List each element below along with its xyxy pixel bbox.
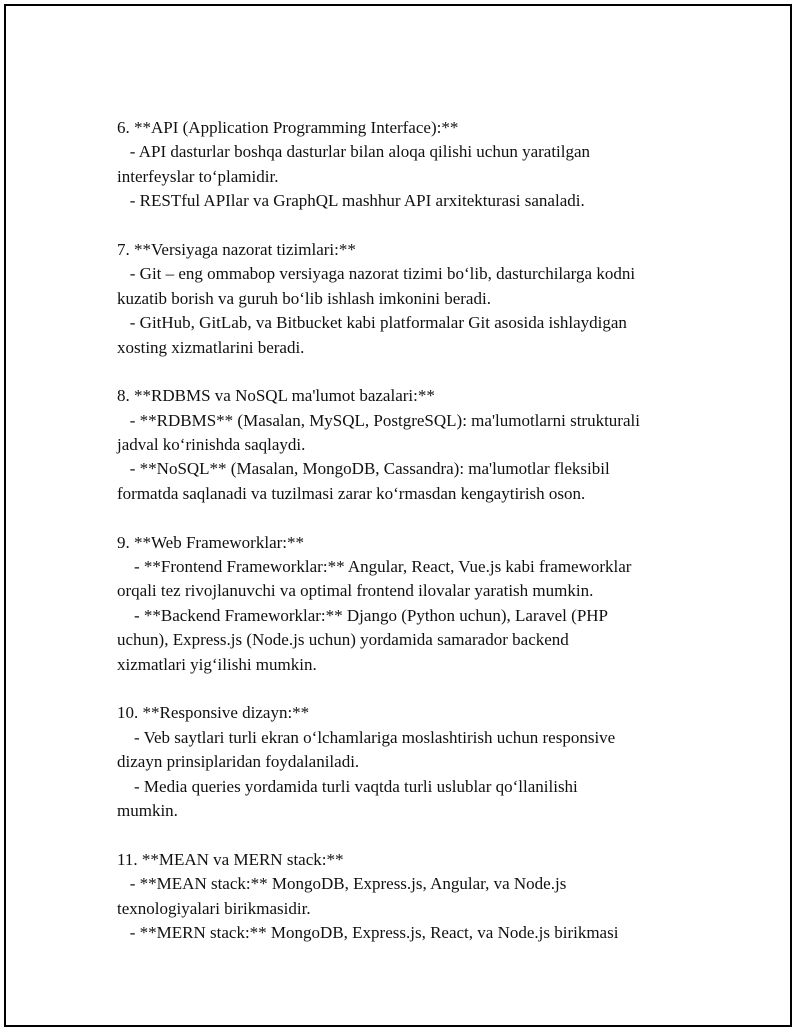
section-api (117, 116, 697, 214)
text-line: - **MEAN stack:** MongoDB, Express.js, Angular, va Node.js (117, 874, 567, 894)
text-line: jadval ko‘rinishda saqlaydi. (117, 435, 306, 455)
text-line: mumkin. (117, 800, 178, 820)
text-line: - API dasturlar boshqa dasturlar bilan aloqa qilishi uchun yaratilgan (117, 142, 591, 162)
section-responsive-design (117, 701, 697, 823)
text-line: formatda saqlanadi va tuzilmasi zarar ko‘rmasdan kengaytirish oson. (117, 483, 586, 503)
text-line: - Media queries yordamida turli vaqtda turli uslublar qo‘llanilishi (117, 776, 578, 796)
section-heading: 8. **RDBMS va NoSQL ma'lumot bazalari:** (117, 386, 435, 406)
text-line: orqali tez rivojlanuvchi va optimal frontend ilovalar yaratish mumkin. (117, 581, 594, 601)
text-line: interfeyslar to‘plamidir. (117, 166, 279, 186)
text-line: - **Frontend Frameworklar:** Angular, React, Vue.js kabi frameworklar (117, 557, 632, 577)
text-line: - **MERN stack:** MongoDB, Express.js, React, va Node.js birikmasi (117, 922, 619, 942)
text-line: texnologiyalari birikmasidir. (117, 898, 311, 918)
section-mean-mern (117, 848, 697, 946)
section-databases (117, 384, 697, 506)
paragraph-spacer (117, 360, 697, 384)
section-heading: 7. **Versiyaga nazorat tizimlari:** (117, 239, 356, 259)
document-body (117, 116, 697, 945)
text-line: - GitHub, GitLab, va Bitbucket kabi platformalar Git asosida ishlaydigan (117, 313, 627, 333)
section-version-control (117, 238, 697, 360)
text-line: - **RDBMS** (Masalan, MySQL, PostgreSQL): ma'lumotlarni strukturali (117, 410, 640, 430)
text-line: xosting xizmatlarini beradi. (117, 337, 305, 357)
paragraph-spacer (117, 214, 697, 238)
paragraph-spacer (117, 677, 697, 701)
text-line: - Veb saytlari turli ekran o‘lchamlariga moslashtirish uchun responsive (117, 727, 616, 747)
text-line: - **NoSQL** (Masalan, MongoDB, Cassandra): ma'lumotlar fleksibil (117, 459, 610, 479)
text-line: uchun), Express.js (Node.js uchun) yordamida samarador backend (117, 630, 569, 650)
text-line: kuzatib borish va guruh bo‘lib ishlash imkonini beradi. (117, 288, 491, 308)
section-heading: 9. **Web Frameworklar:** (117, 532, 304, 552)
paragraph-spacer (117, 823, 697, 847)
paragraph-spacer (117, 506, 697, 530)
text-line: - Git – eng ommabop versiyaga nazorat tizimi bo‘lib, dasturchilarga kodni (117, 264, 636, 284)
section-heading: 6. **API (Application Programming Interface):** (117, 118, 459, 137)
text-line: xizmatlari yig‘ilishi mumkin. (117, 654, 317, 674)
text-line: dizayn prinsiplaridan foydalaniladi. (117, 752, 360, 772)
section-heading: 11. **MEAN va MERN stack:** (117, 849, 344, 869)
section-web-frameworks (117, 531, 697, 677)
text-line: - **Backend Frameworklar:** Django (Python uchun), Laravel (PHP (117, 605, 608, 625)
text-line: - RESTful APIlar va GraphQL mashhur API arxitekturasi sanaladi. (117, 191, 585, 211)
section-heading: 10. **Responsive dizayn:** (117, 703, 310, 723)
